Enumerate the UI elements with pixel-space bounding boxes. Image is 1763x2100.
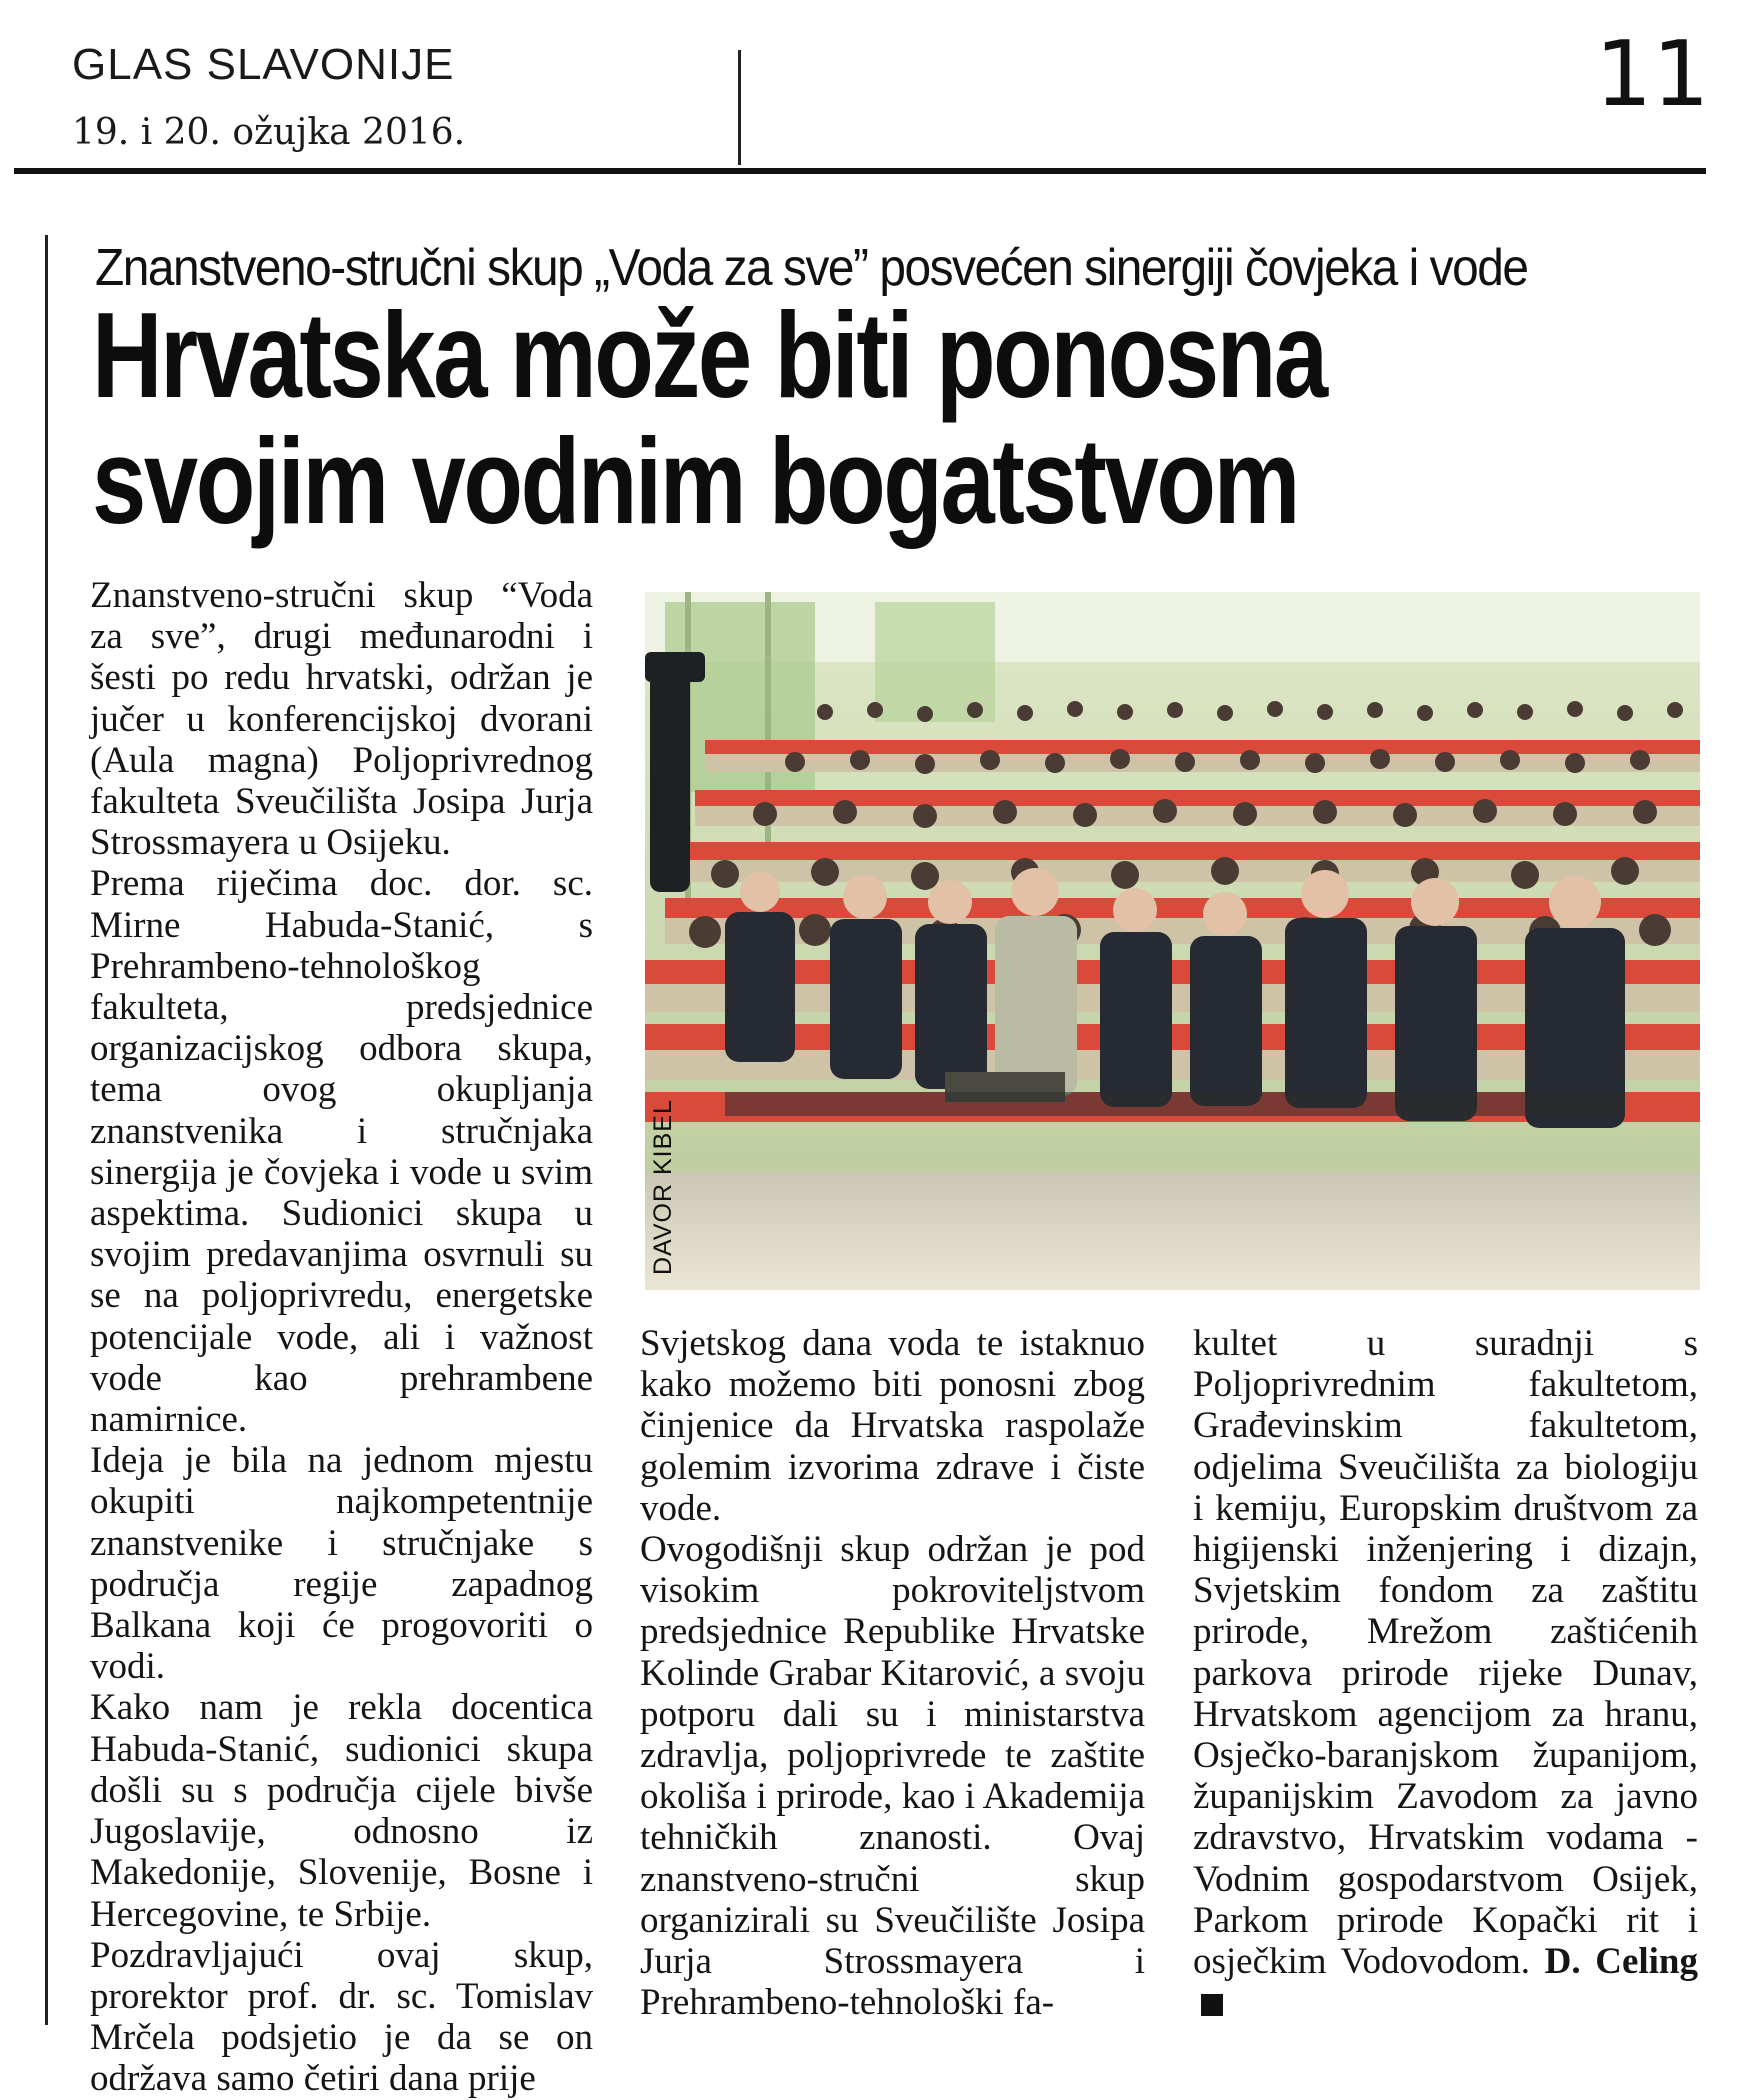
- header-rule: [14, 168, 1706, 174]
- article-column-1: [90, 575, 593, 2100]
- photo-credit: DAVOR KIBEL: [649, 1099, 677, 1275]
- paragraph: Ovogodišnji skup održan je pod visokim pokroviteljstvom predsjednice Republike Hrvatske Kolinde Grabar Kitarović, a svoju potporu dali su i ministarstva zdravlja, poljoprivrede te zaštite okoliša i prirode, kao i Akademija tehničkih znanosti. Ovaj znanstveno-stručni skup organizirali su Sveučilište Josipa Jurja Strossmayera i Prehrambeno-tehnološki fa-: [640, 1529, 1145, 2024]
- paragraph: Kako nam je rekla docentica Habuda-Stanić, sudionici skupa došli su s područja cijele bivše Jugoslavije, odnosno iz Makedonije, Slovenije, Bosne i Hercegovine, te Srbije.: [90, 1687, 593, 1935]
- headline-line-1: Hrvatska može biti ponosna: [92, 287, 1326, 423]
- article-column-2: [640, 1323, 1145, 2023]
- newspaper-name: GLAS SLAVONIJE: [72, 40, 455, 89]
- byline: D. Celing: [1544, 1941, 1699, 1983]
- masthead-divider: [738, 50, 741, 165]
- conference-photo: [645, 592, 1700, 1290]
- paragraph: Znanstveno-stručni skup “Voda za sve”, drugi međunarodni i šesti po redu hrvatski, održan je jučer u konferencijskoj dvorani (Aula magna) Poljoprivrednog fakulteta Sveučilišta Josipa Jurja Strossmayera u Osijeku.: [90, 575, 593, 864]
- paragraph: Prema riječima doc. dor. sc. Mirne Habuda-Stanić, s Prehrambeno-tehnološkog fakulteta, predsjednice organizacijskog odbora skupa, tema ovog okupljanja znanstvenika i stručnjaka sinergija je čovjeka i vode u svim aspektima. Sudionici skupa u svojim predavanjima osvrnuli su se na poljoprivredu, energetske potencijale vode, ali i važnost vode kao prehrambene namirnice.: [90, 863, 593, 1441]
- headline-line-2: svojim vodnim bogatstvom: [92, 413, 1298, 549]
- article-kicker: Znanstveno-stručni skup „Voda za sve” posvećen sinergiji čovjeka i vode: [95, 239, 1528, 297]
- paragraph: Svjetskog dana voda te istaknuo kako možemo biti ponosni zbog činjenice da Hrvatska raspolaže golemim izvorima zdrave i čiste vode.: [640, 1323, 1145, 1529]
- issue-date: 19. i 20. ožujka 2016.: [72, 112, 466, 153]
- paragraph: [1193, 1323, 1698, 2023]
- article-column-3: [1193, 1323, 1698, 2023]
- page-number: 11: [1595, 22, 1710, 127]
- article-headline: [92, 287, 1326, 549]
- paragraph-text: kultet u suradnji s Poljoprivrednim fakultetom, Građevinskim fakultetom, odjelima Sveučilišta za biologiju i kemiju, Europskim društvom za higijenski inženjering i dizajn, Svjetskim fondom za zaštitu prirode, Mrežom zaštićenih parkova prirode rijeke Dunav, Hrvatskom agencijom za hranu, Osječko-baranjskom županijom, županijskim Zavodom za javno zdravstvo, Hrvatskim vodama - Vodnim gospodarstvom Osijek, Parkom prirode Kopački rit i osječkim Vodovodom.: [1193, 1323, 1698, 1983]
- article-left-rule: [45, 235, 48, 2025]
- conference-audience-photo-icon: [645, 592, 1700, 1290]
- paragraph: Ideja je bila na jednom mjestu okupiti najkompetentnije znanstvenike i stručnjake s područja regije zapadnog Balkana koji će progovoriti o vodi.: [90, 1440, 593, 1688]
- paragraph: Pozdravljajući ovaj skup, prorektor prof. dr. sc. Tomislav Mrčela podsjetio je da se on održava samo četiri dana prije: [90, 1934, 593, 2100]
- end-of-article-icon: [1201, 1994, 1223, 2016]
